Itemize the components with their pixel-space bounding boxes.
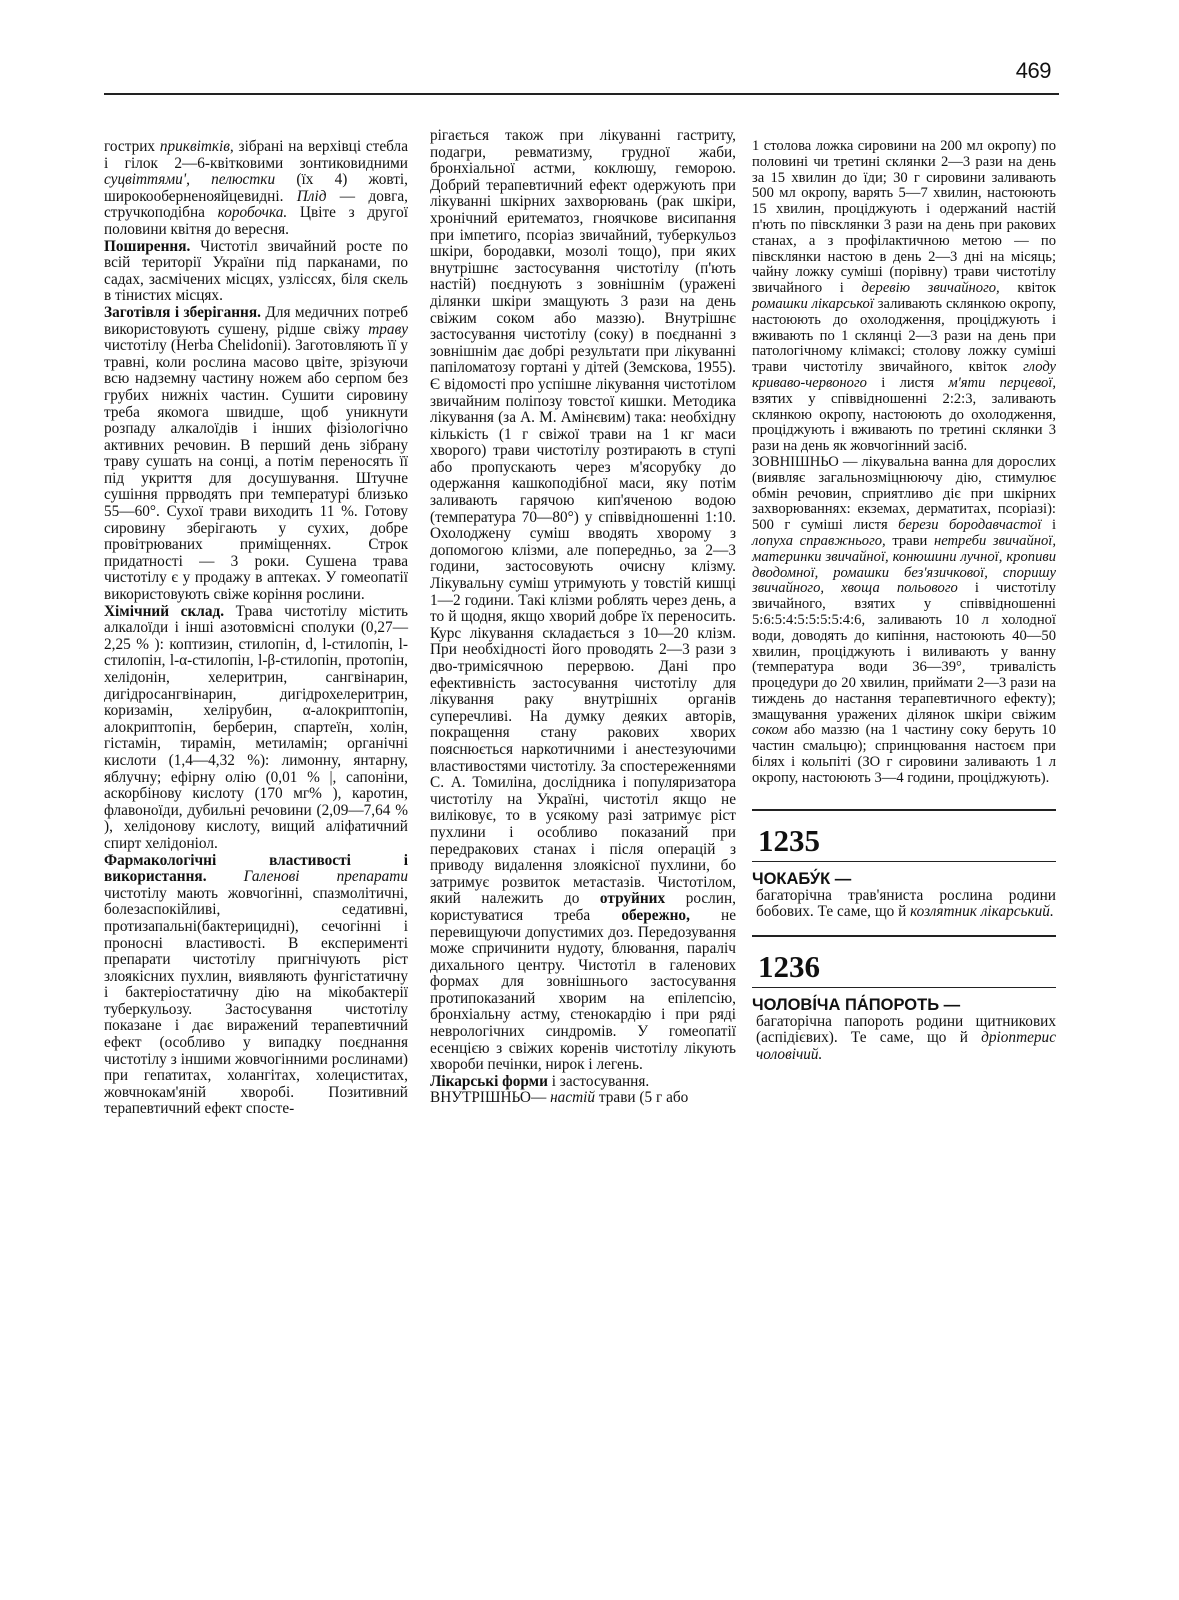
text: багаторічна папороть родини щитникових (аспідієвих). Те саме, що й	[756, 1012, 1056, 1047]
column-2	[430, 128, 736, 1107]
text: і листя	[866, 374, 949, 391]
text-italic: деревію звичайного,	[861, 280, 1000, 297]
text-italic: Галенові препарати	[206, 868, 408, 886]
text: 1 столова ложка сировини на 200 мл окропу) по половині чи третині склянки 2—3 рази на день за 15 хвилин до їди; 30 г сировини заливають 500 мл окропу, варять 5—7 хвилин, настоюють 15 хвилин, проціджують і одержаний настій п'ють по півсклянки 3 рази на день при ракових станах, а з профілактичною метою — по півсклянки настою в день 2—3 дні на місяць; чайну ложку суміші (порівну) трави чистотілу звичайного і	[752, 138, 1056, 297]
text-italic: нетреби звичайної, материнки звичайної, конюшини лучної, кропиви дводомної, ромашки без'язичкової, споришу звичайного, хвоща польового	[752, 532, 1057, 597]
column-3	[752, 139, 1056, 1064]
text: взятих у співвідношенні 2:2:3, заливають склянкою окропу, настоюють до охолодження, проціджують і вживають по третині склянки 3 рази на день як жовчогінний засіб.	[752, 390, 1056, 455]
distribution-paragraph	[104, 239, 408, 305]
text: (їх 4) жовті, широкооберненояйцевидні.	[104, 171, 408, 205]
text-italic: соком	[752, 722, 788, 739]
entry-number: 1236	[758, 948, 820, 984]
chemistry-paragraph	[104, 604, 408, 853]
section-heading: Лікарські форми	[430, 1072, 548, 1090]
column-1	[104, 139, 408, 1118]
page-number: 469	[1015, 58, 1051, 83]
entry-number: 1235	[758, 822, 820, 858]
entry-1236	[752, 935, 1056, 1064]
text: чистотілу (Herba Chelidonii). Заготовляють її у травні, коли рослина масово цвіте, зрізуючи всю надземну частину ножем або серпом без грубих нижніх частин. Сушити сировину треба якомога швидше, щоб уникнути розпаду алкалоїдів і інших фізіологічно активних речовин. В перший день зібрану траву сушать на сонці, а потім переносять її під укриття для досушування. Штучне сушіння пррводять при температурі близько 55—60°. Сухої трави виходить 11 %. Готову сировину зберігають у сухих, добре провітрюваних приміщеннях. Строк придатності — 3 роки. Сушена трава чистотілу є у продажу в аптеках. У гомеопатії використовують свіже коріння рослини.	[104, 337, 408, 604]
text-italic: ромашки лікарської	[752, 295, 874, 312]
text-italic: траву	[368, 320, 408, 338]
section-heading: Заготівля і зберігання.	[104, 303, 261, 321]
internal-use-paragraph	[752, 139, 1056, 455]
pharmacology-paragraph	[104, 853, 408, 1119]
text: рігається також при лікуванні гастриту, подагри, ревматизму, грудної жаби, бронхіальної астми, коклюшу, геморою. Добрий терапевтичний ефект одержують при лікуванні шкірних захворювань (рак шкіри, хронічний еритематоз, гноячкове висипання при імпетиго, псоріаз звичайний, туберкульоз шкіри, бородавки, мозолі тощо), при яких внутрішнє застосування чистотілу (п'ють настій) поєднують з зовнішнім (уражені ділянки шкіри змащують 3 рази на день свіжим соком або маззю). Внутрішнє застосування чистотілу (соку) в поєднанні з зовнішнім дає добрі результати при лікуванні папіломатозу гортані у дітей (Земскова, 1955). Є відомості про успішне лікування чистотілом звичайним поліпозу товстої кишки. Методика лікування (за А. М. Амінєвим) така: необхідну кількість (1 г свіжої трави на 1 кг маси хворого) трави чистотілу розтирають в ступі або пропускають через м'ясорубку до одержання кашкоподібної маси, яку потім заливають гарячою кип'яченою водою (температура 70—80°) у співвідношенні 1:10. Охолоджену суміш вводять хворому з допомогою клізми, але попередньо, за 2—3 години, застосовують очисну клізму. Лікувальну суміш утримують у товстій кишці 1—2 години. Такі клізми роблять через день, а то й щодня, якщо хворий добре їх переносить. Курс лікування складається з 10—20 клізм. При необхідності його проводять 2—3 рази з дво-тримісячною перервою. Дані про ефективність застосування чистотілу для лікування раку внутрішніх органів суперечливі. На думку деяких авторів, покращення стану ракових хворих пояснюється наркотичними і анестезуючими властивостями чистотілу. За спостереженнями С. А. Томиліна, дослідника і популяризатора чистотілу на Україні, чистотіл якщо не виліковує, то в усякому разі затримує ріст пухлини і особливо показаний при передракових станах і після операцій з приводу видалення злоякісної пухлини, бо затримує розвиток метастазів. Чистотілом, який належить до	[430, 127, 736, 908]
section-heading: Фармакологічні властивості і використання.	[104, 851, 408, 886]
text: ВНУТРІШНЬО—	[430, 1089, 551, 1107]
text-italic: коробочка.	[217, 204, 288, 222]
text-bold: обережно,	[621, 906, 690, 924]
text: рослин, користуватися треба	[430, 890, 736, 924]
text: ЗОВНІШНЬО	[752, 453, 839, 470]
text: і застосування.	[547, 1072, 650, 1090]
text: зібрані на верхівці стебла і гілок 2—6-квітковими зонтиковидними	[104, 138, 408, 172]
pharmacology-continued	[430, 128, 736, 1074]
text: трави (5 г або	[595, 1089, 689, 1107]
text-italic: козлятник лікарський.	[910, 903, 1054, 921]
text: гострих	[104, 138, 160, 155]
text: Цвіте з другої половини квітня до вересня.	[104, 204, 408, 238]
text-italic: приквітків,	[159, 138, 234, 155]
internal-use-line	[430, 1090, 736, 1107]
text: чистотілу мають жовчогінні, спазмолітичні, болезаспокійливі, седативні, протизапальні(бактерицидні), сечогінні і проносні властивості. В експерименті препарати чистотілу пригнічують ріст злоякісних пухлин, виявляють фунгістатичну і бактеріостатичну дію на мікобактерії туберкульозу. Застосування чистотілу показане і дає виражений терапевтичний ефект (особливо у випадку поєднання чистотілу з іншими жовчогінними рослинами) при гепатитах, холангітах, холециститах, жовчнокам'яній хворобі. Позитивний терапевтичний ефект спосте-	[104, 884, 408, 1118]
text: Чистотіл звичайний росте по всій території України під парканами, по садах, засмічених місцях, узліссях, біля скель в тінистих місцях.	[104, 237, 408, 305]
entry-rule	[752, 861, 1056, 862]
text-italic: Плід	[296, 187, 327, 205]
top-rule	[104, 93, 1059, 95]
entry-1235	[752, 809, 1056, 921]
text-italic: лопуха справжнього,	[752, 532, 886, 549]
text: багаторічна трав'яниста рослина родини бобових. Те саме, що й	[756, 886, 1056, 921]
text-italic: суцвіттями', пелюстки	[104, 171, 276, 189]
text-italic: настій	[550, 1089, 596, 1107]
text: і	[1041, 517, 1056, 534]
text: або маззю (на 1 частину соку беруть 10 частин смальцю); спринцювання настоєм при білях і кольпіті (ЗО г сировини заливають 1 л окропу, настоюють 3—4 години, проціджують).	[752, 722, 1056, 786]
text: квіток	[999, 280, 1056, 297]
text-italic: м'яти перцевої,	[948, 374, 1056, 391]
entry-rule	[752, 987, 1056, 988]
text: заливають склянкою окропу, настоюють до охолодження, проціджують і вживають по 1 склянці 2—3 рази на день при патологічному клімаксі; столову ложку суміші трави чистотілу звичайного, квіток	[752, 295, 1056, 376]
text: Трава чистотілу містить алкалоїди і інші азотовмісні сполуки (0,27—2,25 % ): коптизин, стилопін, d, l-стилопін, l-стилопін, l-α-стилопін, l-β-стилопін, протопін, хелідонін, хелеритрин, сангвінарин, дигідросангвінарин, дигідрохелеритрин, коризамін, хелірубин, α-алокриптопін, алокриптопін, берберин, спартеїн, холін, гістамін, тирамін, метиламін; органічні кислоти (1,4—4,32 %): лимонну, янтарну, яблучну; ефірну олію (0,01 % |, сапоніни, аскорбінову кислоту (170 мг% ), каротин, флавоноїди, дубильні речовини (2,09—7,64 % ), хелідонову кислоту, вищий аліфатичний спирт хелідоніол.	[104, 602, 408, 852]
text: і чистотілу звичайного, взятих у співвідношенні 5:6:5:4:5:5:5:5:4:6, заливають 10 л холодної води, доводять до кипіння, настоюють 40—50 хвилин, проціджують і виливають у ванну (температура води 36—39°, тривалість процедури до 20 хвилин, приймати 2—3 рази на тиждень до настання терапевтичного ефекту); змащування уражених ділянок шкіри свіжим	[752, 580, 1056, 723]
text: — довга, стручкоподібна	[104, 187, 408, 222]
dosage-forms-heading	[430, 1074, 736, 1091]
entry-heading: ЧОКАБУ́К —	[752, 869, 852, 888]
text-italic: берези бородавчастої	[898, 517, 1042, 534]
text: трави	[885, 532, 934, 549]
section-heading: Хімічний склад.	[104, 602, 225, 620]
section-heading: Поширення.	[104, 237, 191, 255]
text: не перевищуючи допустимих доз. Передозування може спричинити нудоту, блювання, параліч дихального центру. Чистотіл в галенових формах для зовнішнього застосування протипоказаний хворим на епілепсію, бронхіальну астму, стенокардію і при ряді неврологічних синдромів. У гомеопатії есенцією з свіжих коренів чистотілу лікують хвороби печінки, нирок і легень.	[430, 906, 736, 1074]
text: Для медичних потреб використовують сушену, рідше свіжу	[104, 303, 408, 338]
entry-heading: ЧОЛОВІ́ЧА ПА́ПОРОТЬ —	[752, 995, 961, 1014]
text: — лікувальна ванна для дорослих (виявляє загальнозміцнюючу дію, стимулює обмін речовин, сприятливо діє при шкірних захворюваннях: екземах, дерматитах, псоріазі): 500 г суміші листя	[752, 453, 1056, 534]
harvesting-paragraph	[104, 305, 408, 604]
morphology-paragraph	[104, 139, 408, 239]
entry-body	[752, 888, 1056, 921]
external-use-paragraph	[752, 455, 1056, 787]
entry-body	[752, 1014, 1056, 1064]
text-italic: глоду криваво-червоного	[752, 359, 1056, 391]
text-bold: отруйних	[599, 890, 666, 908]
text-italic: дріоптерис чоловічий.	[756, 1029, 1056, 1064]
